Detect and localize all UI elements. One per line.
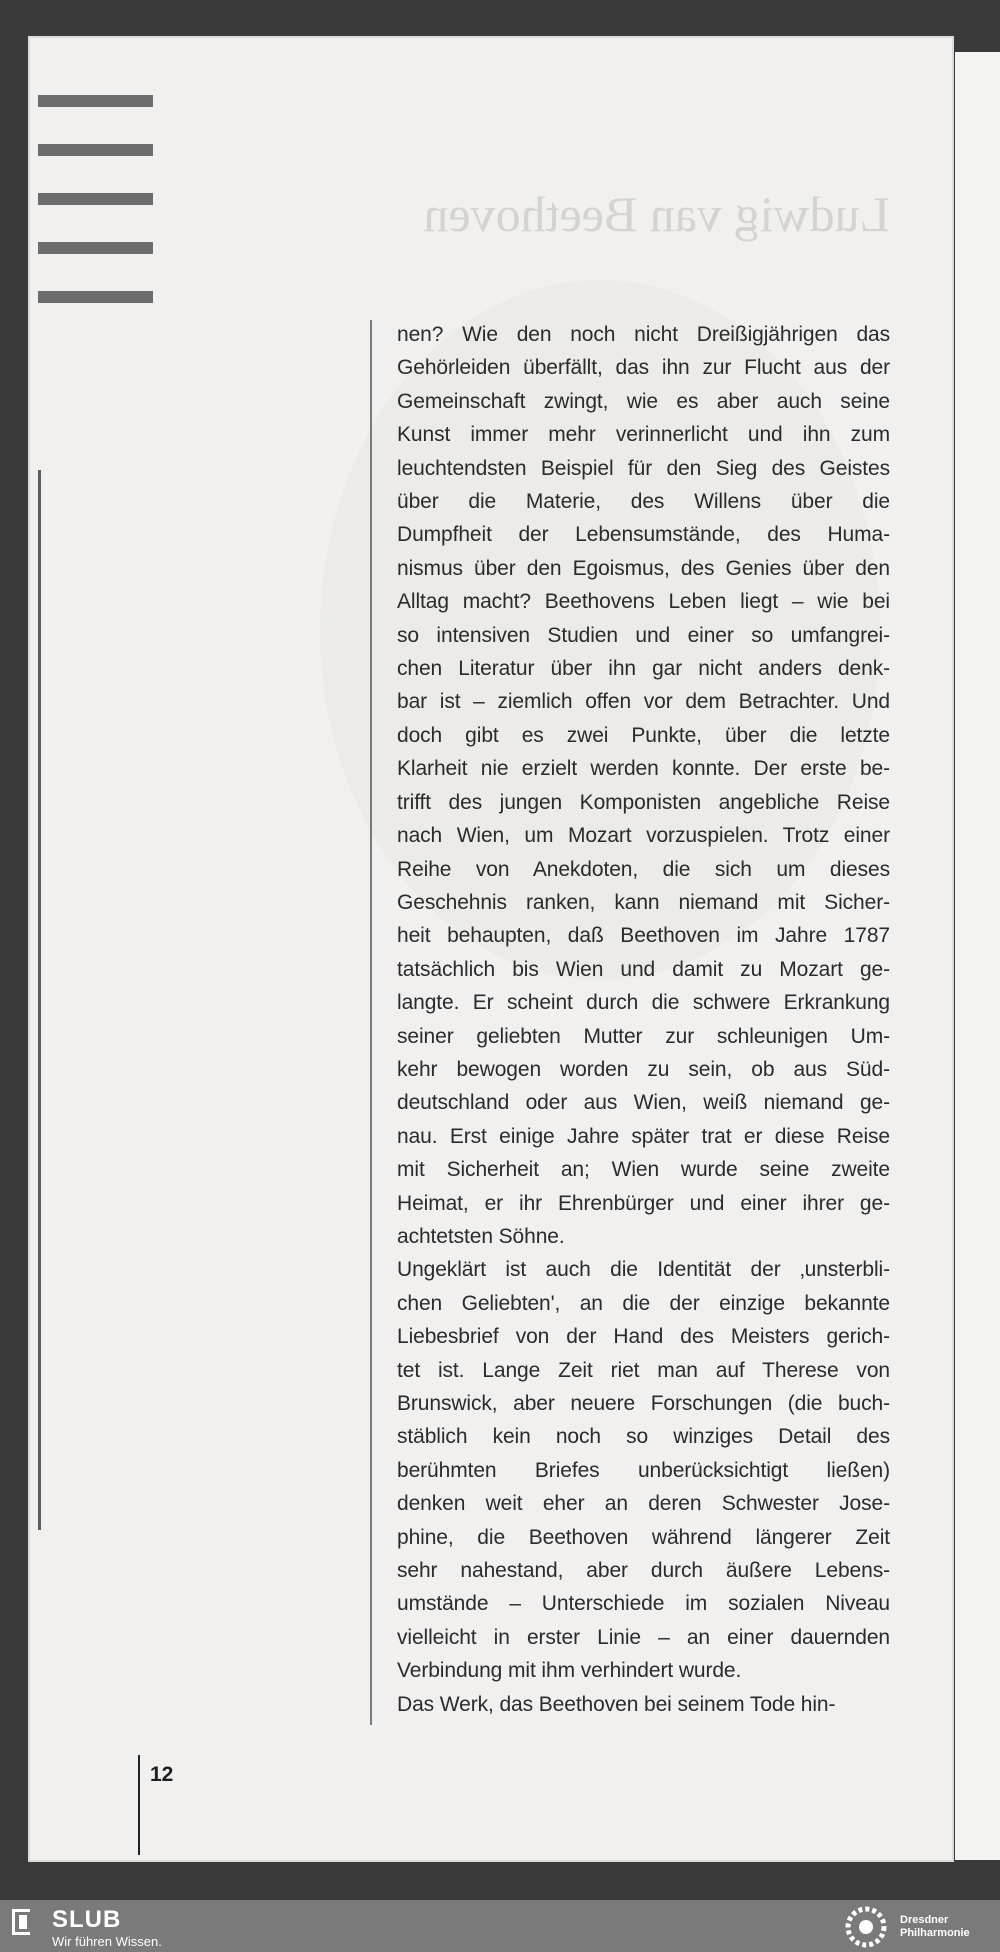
- page-number-rule: [138, 1755, 140, 1855]
- binding-mark: [38, 193, 153, 205]
- page-edge-shadow: [38, 470, 46, 1530]
- text-line: Ungeklärt ist auch die Identität der ‚unsterbli-: [397, 1258, 890, 1282]
- partner-name-line2: Philharmonie: [900, 1927, 970, 1939]
- text-line: kehr bewogen worden zu sein, ob aus Süd-: [397, 1057, 890, 1081]
- text-line: denken weit eher an deren Schwester Jose-: [397, 1492, 890, 1516]
- text-line: chen Geliebten', an die der einzige bekannte: [397, 1291, 890, 1315]
- binding-mark: [38, 144, 153, 156]
- text-line: stäblich kein noch so winziges Detail des: [397, 1425, 890, 1449]
- text-line: Gemeinschaft zwingt, wie es aber auch seine: [397, 389, 890, 413]
- partner-name: [900, 1914, 970, 1940]
- page-number: 12: [150, 1763, 174, 1786]
- text-line: so intensiven Studien und einer so umfangrei-: [397, 623, 890, 647]
- text-line: Heimat, er ihr Ehrenbürger und einer ihrer ge-: [397, 1191, 890, 1215]
- text-line: über die Materie, des Willens über die: [397, 490, 890, 514]
- slub-tagline: Wir führen Wissen.: [52, 1934, 162, 1949]
- binding-mark: [38, 95, 153, 107]
- text-line: Geschehnis ranken, kann niemand mit Sicher-: [397, 890, 890, 914]
- text-line: deutschland oder aus Wien, weiß niemand ge-: [397, 1091, 890, 1115]
- text-line: Brunswick, aber neuere Forschungen (die buch-: [397, 1392, 890, 1415]
- column-rule: [370, 320, 372, 1725]
- binding-marks: [38, 95, 153, 340]
- facing-page-edge: [955, 52, 1000, 1860]
- text-line: umstände – Unterschiede im sozialen Niveau: [397, 1592, 890, 1616]
- text-line: Gehörleiden überfällt, das ihn zur Flucht aus der: [397, 356, 890, 380]
- text-line: bar ist – ziemlich offen vor dem Betrachter. Und: [397, 690, 890, 714]
- text-line: Liebesbrief von der Hand des Meisters gerich-: [397, 1325, 890, 1349]
- text-line: chen Literatur über ihn gar nicht anders denk-: [397, 657, 890, 681]
- text-line: Dumpfheit der Lebensumstände, des Huma-: [397, 523, 890, 547]
- text-line: berühmten Briefes unberücksichtigt ließen): [397, 1458, 890, 1482]
- text-line: Reihe von Anekdoten, die sich um dieses: [397, 857, 890, 881]
- text-line: doch gibt es zwei Punkte, über die letzte: [397, 723, 890, 747]
- text-line: nach Wien, um Mozart vorzuspielen. Trotz einer: [397, 824, 890, 848]
- text-line: nen? Wie den noch nicht Dreißigjährigen das: [397, 323, 890, 346]
- text-line: vielleicht in erster Linie – an einer dauernden: [397, 1625, 890, 1649]
- text-line: trifft des jungen Komponisten angebliche Reise: [397, 790, 890, 814]
- text-line: Verbindung mit ihm verhindert wurde.: [397, 1659, 742, 1683]
- text-line: tatsächlich bis Wien und damit zu Mozart ge-: [397, 957, 890, 981]
- body-text: [397, 318, 890, 1721]
- text-line: phine, die Beethoven während längerer Zeit: [397, 1525, 890, 1549]
- text-line: nau. Erst einige Jahre später trat er diese Reise: [397, 1124, 890, 1148]
- text-line: sehr nahestand, aber durch äußere Lebens-: [397, 1559, 890, 1583]
- text-line: nismus über den Egoismus, des Genies über den: [397, 556, 890, 580]
- text-line: Das Werk, das Beethoven bei seinem Tode hin-: [397, 1692, 836, 1716]
- binding-mark: [38, 291, 153, 303]
- text-line: achtetsten Söhne.: [397, 1224, 565, 1248]
- bleed-through-title: Ludwig van Beethoven: [423, 186, 890, 242]
- text-line: Alltag macht? Beethovens Leben liegt – wie bei: [397, 590, 890, 614]
- partner-name-line1: Dresdner: [900, 1914, 949, 1926]
- text-line: tet ist. Lange Zeit riet man auf Therese von: [397, 1358, 890, 1382]
- text-line: mit Sicherheit an; Wien wurde seine zweite: [397, 1158, 890, 1182]
- text-line: seiner geliebten Mutter zur schleunigen Um-: [397, 1024, 890, 1048]
- text-line: heit behaupten, daß Beethoven im Jahre 1787: [397, 924, 890, 948]
- philharmonie-logo-icon: [842, 1906, 890, 1948]
- text-line: Kunst immer mehr verinnerlicht und ihn zum: [397, 423, 890, 447]
- binding-mark: [38, 242, 153, 254]
- text-line: Klarheit nie erzielt werden konnte. Der erste be-: [397, 757, 890, 781]
- slub-logo-icon: [12, 1909, 30, 1935]
- text-line: langte. Er scheint durch die schwere Erkrankung: [397, 991, 890, 1015]
- slub-library-name[interactable]: SLUB: [52, 1906, 122, 1933]
- text-line: leuchtendsten Beispiel für den Sieg des Geistes: [397, 456, 890, 480]
